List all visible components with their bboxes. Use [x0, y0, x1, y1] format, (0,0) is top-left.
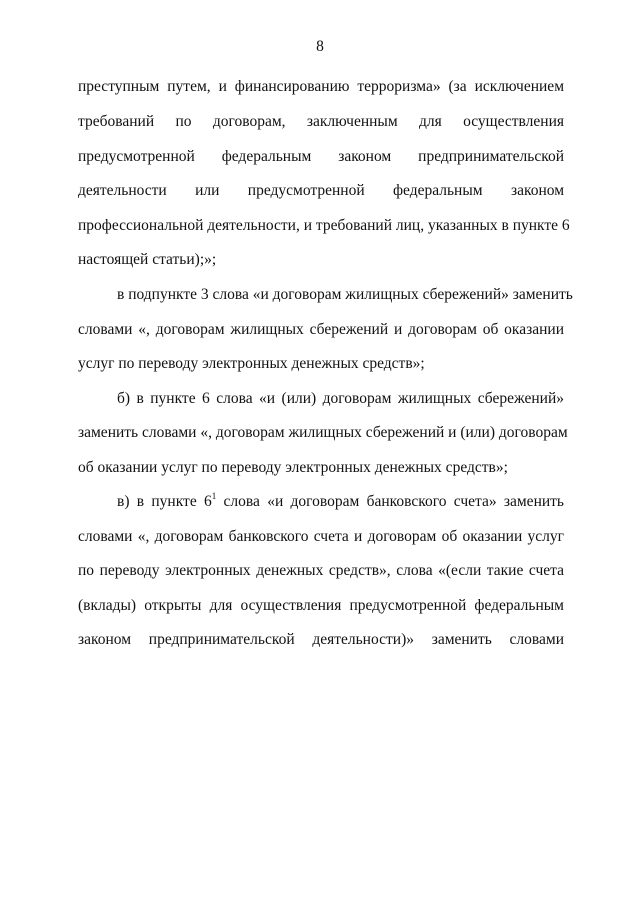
text-line: предусмотренной федеральным законом предпринимательской [78, 148, 564, 165]
text-line [117, 492, 564, 512]
text-line: об оказании услуг по переводу электронных денежных средств»; [78, 459, 508, 476]
text-line: (вклады) открыты для осуществления предусмотренной федеральным [78, 597, 564, 614]
text-line: услуг по переводу электронных денежных средств»; [78, 355, 425, 372]
text-line: в подпункте 3 слова «и договорам жилищных сбережений» заменить [117, 286, 573, 303]
text-line: требований по договорам, заключенным для осуществления [78, 113, 564, 130]
text-line: деятельности или предусмотренной федеральным законом [78, 182, 564, 199]
page-number: 8 [316, 38, 324, 55]
text-line: преступным путем, и финансированию терроризма» (за исключением [78, 78, 564, 95]
text-line: законом предпринимательской деятельности)» заменить словами [78, 631, 564, 648]
text-line: словами «, договорам банковского счета и договорам об оказании услуг [78, 528, 564, 545]
text-line: словами «, договорам жилищных сбережений и договорам об оказании [78, 321, 564, 338]
text-segment: слова «и договорам банковского счета» заменить [216, 493, 564, 510]
text-line: настоящей статьи);»; [78, 251, 217, 268]
text-line: профессиональной деятельности, и требований лиц, указанных в пункте 6 [78, 217, 570, 234]
text-line: по переводу электронных денежных средств», слова «(если такие счета [78, 562, 564, 579]
text-segment: в) в пункте 6 [117, 493, 212, 510]
superscript: 1 [211, 491, 217, 501]
text-line: заменить словами «, договорам жилищных сбережений и (или) договорам [78, 424, 568, 441]
text-line: б) в пункте 6 слова «и (или) договорам жилищных сбережений» [117, 390, 564, 407]
